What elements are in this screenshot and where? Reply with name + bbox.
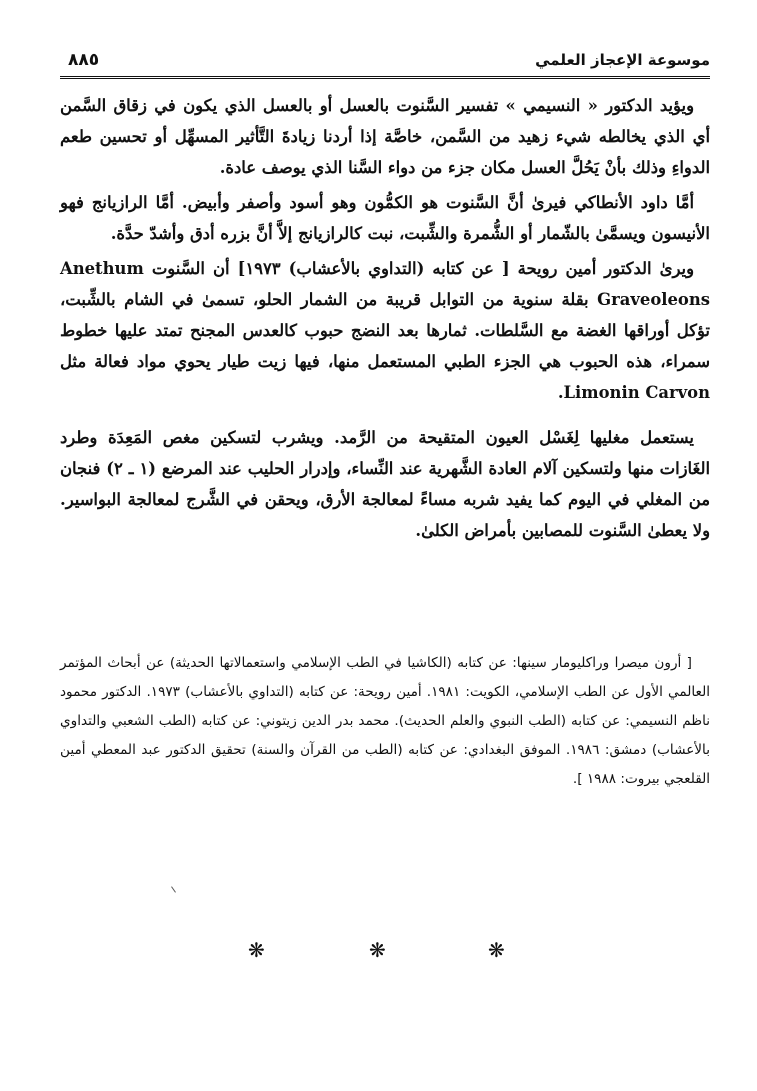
asterism-star-icon: ❋ bbox=[369, 938, 386, 962]
main-text bbox=[60, 90, 710, 546]
page-number: ٨٨٥ bbox=[68, 50, 100, 70]
section-ornament bbox=[60, 938, 710, 978]
references-note bbox=[60, 649, 710, 794]
paragraph-usage: يستعمل مغليها لِغَسْل العيون المتقيحة من الرَّمد. ويشرب لتسكين مغص المَعِدَة وطرد الغَازات منها ولتسكين آلام العادة الشَّهرية عند النِّساء، وإدرار الحليب عند المرضع (١ ـ ٢) فنجان من المغلي في اليوم كما يفيد شربه مساءً لمعالجة الأرق، ويحقن في الشَّرج لمعالجة البواسير. ولا يعطىٰ السَّنوت للمصابين بأمراض الكلىٰ. bbox=[60, 428, 711, 540]
book-title: موسوعة الإعجاز العلمي bbox=[535, 51, 710, 69]
paragraph-nasimi: ويؤيد الدكتور « النسيمي » تفسير السَّنوت بالعسل أو بالعسل الذي يكون في زقاق السَّمن أي الذي يخالطه شيء زهيد من السَّمن، خاصَّة إذا أردنا زيادةَ التَّأثير المسهِّل أو تحسين طعم الدواءِ وذلك بأنْ يَحُلَّ العسل مكان جزء من دواء السَّنا الذي يوصف عادة. bbox=[60, 96, 710, 177]
paragraph-ruwaiha: ويرىٰ الدكتور أمين رويحة [ عن كتابه (التداوي بالأعشاب) ١٩٧٣] أن السَّنوت Anethum Graveoleons بقلة سنوية من التوابل قريبة من الشمار الحلو، تسمىٰ في الشام بالشِّبت، تؤكل أوراقها الغضة مع السَّلطات. ثمارها بعد النضج حبوب كالعدس المجنح تمتد عليها خطوط سمراء، هذه الحبوب هي الجزء الطبي المستعمل منها، فيها زيت طيار يحوي مواد فعالة مثل Limonin Carvon. bbox=[60, 259, 710, 402]
asterism-star-icon: ❋ bbox=[488, 938, 505, 962]
running-header bbox=[60, 46, 710, 79]
paragraph-antaki: أمَّا داود الأنطاكي فيرىٰ أنَّ السَّنوت هو الكمُّون وهو أسود وأصفر وأبيض. أمَّا الرازيانج فهو الأنيسون ويسمَّىٰ بالشّمار أو الشُّمرة والشِّبت، نبت كالرازيانج إلاَّ أنَّ بزره أدق وأشدّ حدَّة. bbox=[60, 193, 710, 243]
stray-mark bbox=[171, 886, 176, 892]
asterism-star-icon: ❋ bbox=[248, 938, 265, 962]
references-text: [ أرون ميصرا وراكليومار سينها: عن كتابه (الكاشيا في الطب الإسلامي واستعمالاتها الحديثة) عن أبحاث المؤتمر العالمي الأول عن الطب الإسلامي، الكويت: ١٩٨١. أمين رويحة: عن كتابه (التداوي بالأعشاب) ١٩٧٣. الدكتور محمود ناظم النسيمي: عن كتابه (الطب النبوي والعلم الحديث). محمد بدر الدين زيتوني: عن كتابه (الطب الشعبي والتداوي بالأعشاب) دمشق: ١٩٨٦. الموفق البغدادي: عن كتابه (الطب من القرآن والسنة) تحقيق الدكتور عبد المعطي أمين القلعجي بيروت: ١٩٨٨ ]. bbox=[60, 655, 711, 787]
